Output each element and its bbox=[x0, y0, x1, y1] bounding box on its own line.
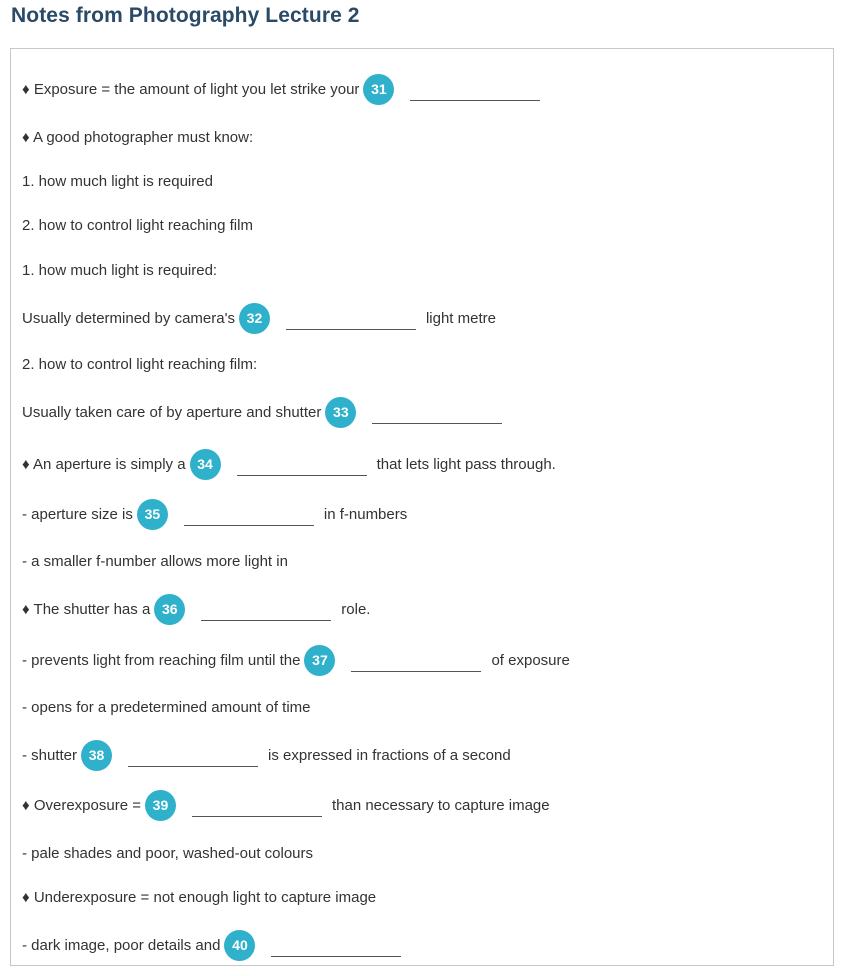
line-text: 1. how much light is required bbox=[22, 172, 213, 190]
note-line bbox=[22, 691, 311, 723]
line-text: Usually determined by camera's bbox=[22, 309, 235, 327]
answer-blank-34[interactable] bbox=[237, 474, 367, 476]
answer-blank-40[interactable] bbox=[271, 955, 401, 957]
answer-blank-36[interactable] bbox=[201, 619, 331, 621]
question-badge-39: 39 bbox=[145, 790, 176, 821]
question-badge-40: 40 bbox=[224, 930, 255, 961]
line-text: ♦ A good photographer must know: bbox=[22, 128, 254, 146]
note-line bbox=[22, 165, 213, 197]
note-line bbox=[22, 73, 550, 105]
line-text: 2. how to control light reaching film: bbox=[22, 355, 258, 373]
note-line bbox=[22, 881, 376, 913]
line-text: 2. how to control light reaching film bbox=[22, 216, 253, 234]
line-text: - aperture size is bbox=[22, 505, 133, 523]
note-line bbox=[22, 644, 570, 676]
line-text: - dark image, poor details and bbox=[22, 936, 221, 954]
line-text: - a smaller f-number allows more light in bbox=[22, 552, 288, 570]
note-line bbox=[22, 789, 550, 821]
answer-blank-35[interactable] bbox=[184, 524, 314, 526]
question-badge-38: 38 bbox=[81, 740, 112, 771]
note-line bbox=[22, 739, 511, 771]
line-text: ♦ Underexposure = not enough light to capture image bbox=[22, 888, 377, 906]
line-text-after: in f-numbers bbox=[323, 505, 408, 523]
note-line bbox=[22, 498, 407, 530]
answer-blank-33[interactable] bbox=[372, 422, 502, 424]
line-text-after: of exposure bbox=[491, 651, 570, 669]
line-text: ♦ Exposure = the amount of light you let strike your bbox=[22, 80, 360, 98]
note-line bbox=[22, 254, 217, 286]
note-line bbox=[22, 348, 257, 380]
answer-blank-31[interactable] bbox=[410, 99, 540, 101]
note-line bbox=[22, 209, 253, 241]
line-text: Usually taken care of by aperture and shutter bbox=[22, 403, 322, 421]
line-text: ♦ An aperture is simply a bbox=[22, 455, 186, 473]
note-line bbox=[22, 448, 556, 480]
line-text-after: than necessary to capture image bbox=[331, 796, 550, 814]
page-title: Notes from Photography Lecture 2 bbox=[11, 4, 360, 27]
line-text: - prevents light from reaching film until the bbox=[22, 651, 301, 669]
note-line bbox=[22, 396, 512, 428]
answer-blank-39[interactable] bbox=[192, 815, 322, 817]
note-line bbox=[22, 545, 288, 577]
line-text: ♦ Overexposure = bbox=[22, 796, 141, 814]
question-badge-36: 36 bbox=[154, 594, 185, 625]
line-text: - shutter bbox=[22, 746, 78, 764]
line-text-after: light metre bbox=[425, 309, 496, 327]
line-text: - pale shades and poor, washed-out colours bbox=[22, 844, 314, 862]
answer-blank-38[interactable] bbox=[128, 765, 258, 767]
note-line bbox=[22, 121, 253, 153]
question-badge-31: 31 bbox=[363, 74, 394, 105]
note-line bbox=[22, 837, 313, 869]
line-text: 1. how much light is required: bbox=[22, 261, 218, 279]
notes-panel bbox=[10, 48, 834, 966]
line-text-after: that lets light pass through. bbox=[376, 455, 556, 473]
answer-blank-37[interactable] bbox=[351, 670, 481, 672]
answer-blank-32[interactable] bbox=[286, 328, 416, 330]
line-text: ♦ The shutter has a bbox=[22, 600, 151, 618]
question-badge-34: 34 bbox=[190, 449, 221, 480]
line-text: - opens for a predetermined amount of time bbox=[22, 698, 311, 716]
note-line bbox=[22, 929, 411, 961]
line-text-after: role. bbox=[341, 600, 371, 618]
question-badge-37: 37 bbox=[304, 645, 335, 676]
question-badge-33: 33 bbox=[325, 397, 356, 428]
question-badge-35: 35 bbox=[137, 499, 168, 530]
line-text-after: is expressed in fractions of a second bbox=[268, 746, 511, 764]
note-line bbox=[22, 302, 496, 334]
note-line bbox=[22, 593, 370, 625]
question-badge-32: 32 bbox=[239, 303, 270, 334]
